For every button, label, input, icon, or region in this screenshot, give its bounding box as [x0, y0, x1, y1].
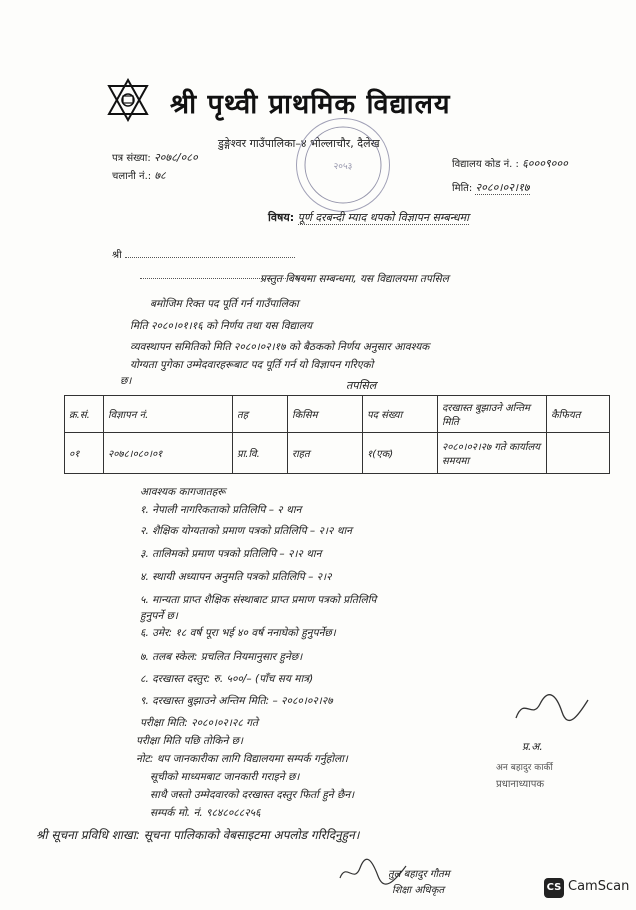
- list-item: ५. मान्यता प्राप्त शैक्षिक संस्थाबाट प्राप्त प्रमाण पत्रको प्रतिलिपि: [140, 594, 377, 606]
- table-cell: २०७८।०८०।०१: [104, 433, 233, 474]
- list-item: ४. स्थायी अध्यापन अनुमति पत्रको प्रतिलिपि – २।२: [140, 571, 332, 583]
- notice-line: साथै जस्तो उम्मेदवारको दरखास्त दस्तुर फिर्ता हुने छैन।: [150, 789, 355, 801]
- letter-date: [452, 180, 530, 195]
- principal-name: अन बहादुर कार्की: [496, 763, 553, 773]
- school-address: डुङ्गेश्वर गाउँपालिका–४ भोल्लाचौर, दैलेख: [218, 137, 380, 150]
- dispatch-number-value: ७८: [154, 169, 166, 182]
- table-cell: २०८०।०२।२७ गते कार्यालय समयमा: [438, 433, 547, 474]
- table-row: [65, 433, 610, 474]
- recipient-prefix: श्री: [112, 250, 122, 261]
- list-item: ८. दरखास्त दस्तुर: रु. ५००/– (पाँच सय मात्र): [140, 673, 314, 685]
- body-line: प्रस्तुत विषयमा सम्बन्धमा, यस विद्यालयमा तपसिल: [260, 273, 449, 285]
- principal-signature: [512, 690, 592, 730]
- officer-title: शिक्षा अधिकृत: [392, 885, 445, 896]
- camscanner-logo-icon: CS: [544, 878, 564, 898]
- list-item: ७. तलब स्केल: प्रचलित नियमानुसार हुनेछ।: [140, 651, 303, 663]
- body-line: छ।: [120, 375, 132, 387]
- svg-text:२०५३: २०५३: [333, 162, 353, 172]
- body-line: व्यवस्थापन समितिको मिति २०८०।०२।१७ को बैठकको निर्णय अनुसार आवश्यक: [130, 341, 430, 353]
- table-caption: तपसिल: [346, 379, 377, 392]
- table-cell: राहत: [288, 433, 363, 474]
- subject-label: विषय:: [268, 211, 295, 224]
- dispatch-number: [112, 168, 166, 183]
- documents-title: आवश्यक कागजातहरू: [140, 486, 226, 498]
- table-cell: प्रा.वि.: [233, 433, 288, 474]
- principal-sign-text: प्र.अ.: [522, 741, 543, 753]
- body-line: बमोजिम रिक्त पद पूर्ति गर्न गाउँपालिका: [150, 298, 299, 310]
- school-code: [452, 156, 568, 171]
- table-header-cell: किसिम: [288, 396, 363, 433]
- list-item: हुनुपर्ने छ।: [140, 610, 178, 622]
- table-header-cell: कैफियत: [547, 396, 610, 433]
- table-header-cell: विज्ञापन नं.: [104, 396, 233, 433]
- letter-number-value: २०७८/०८०: [153, 151, 198, 164]
- school-emblem-icon: [106, 78, 150, 126]
- principal-title: प्रधानाध्यापक: [496, 779, 545, 790]
- body-line: मिति २०८०।०१।१६ को निर्णय तथा यस विद्यालय: [130, 320, 313, 332]
- table-cell: ०१: [65, 433, 104, 474]
- table-header-row: [65, 396, 610, 433]
- table-cell: १(एक): [363, 433, 438, 474]
- letter-number: [112, 150, 198, 165]
- vacancy-table: [64, 395, 610, 474]
- date-value: २०८०।०२।१७: [475, 181, 530, 194]
- table-header-cell: पद संख्या: [363, 396, 438, 433]
- school-code-value: ६०००९०००: [522, 157, 568, 170]
- table-cell: [547, 433, 610, 474]
- list-item: ६. उमेर: १८ वर्ष पूरा भई ४० वर्ष ननाघेको हुनुपर्नेछ।: [140, 627, 336, 639]
- table-header-cell: क्र.सं.: [65, 396, 104, 433]
- list-item: २. शैक्षिक योग्यताको प्रमाण पत्रको प्रतिलिपि – २।२ थान: [140, 525, 353, 537]
- exam-date: परीक्षा मिति: २०८०।०२।२८ गते: [140, 717, 259, 729]
- notice-line: सूचीको माध्यमबाट जानकारी गराइने छ।: [150, 771, 300, 783]
- date-label: मिति:: [452, 183, 473, 194]
- recipient-line: [112, 247, 295, 261]
- list-item: ३. तालिमको प्रमाण पत्रको प्रतिलिपि – २।२ थान: [140, 548, 322, 560]
- body-line: योग्यता पुगेका उम्मेदवारहरूबाट पद पूर्ति गर्न यो विज्ञापन गरिएको: [130, 359, 374, 371]
- list-item: ९. दरखास्त बुझाउने अन्तिम मिति: – २०८०।०२।२७: [140, 695, 333, 707]
- table-header-cell: दरखास्त बुझाउने अन्तिम मिति: [438, 396, 547, 433]
- list-item: १. नेपाली नागरिकताको प्रतिलिपि – २ थान: [140, 504, 302, 516]
- school-code-label: विद्यालय कोड नं. :: [452, 159, 519, 170]
- table-header-cell: तह: [233, 396, 288, 433]
- officer-name: तुल बहादुर गौतम: [388, 869, 450, 880]
- subject-value: पूर्ण दरबन्दी म्याद थपको विज्ञापन सम्बन्धमा: [297, 211, 469, 224]
- exam-note: परीक्षा मिति पछि तोकिने छ।: [136, 735, 243, 747]
- contact-number: सम्पर्क मो. नं. ९८४८०८८२५६: [150, 807, 261, 819]
- letter-number-label: पत्र संख्या:: [112, 153, 151, 164]
- school-name-title: श्री पृथ्वी प्राथमिक विद्यालय: [170, 89, 451, 120]
- camscanner-label: CamScan: [568, 879, 630, 894]
- bottom-note: श्री सूचना प्रविधि शाखा: सूचना पालिकाको वेबसाइटमा अपलोड गरिदिनुहुन।: [36, 828, 360, 842]
- school-seal: [296, 118, 390, 212]
- subject-line: [268, 210, 469, 225]
- note: नोट: थप जानकारीका लागि विद्यालयमा सम्पर्क गर्नुहोला।: [136, 753, 348, 765]
- dispatch-number-label: चलानी नं.:: [112, 171, 152, 182]
